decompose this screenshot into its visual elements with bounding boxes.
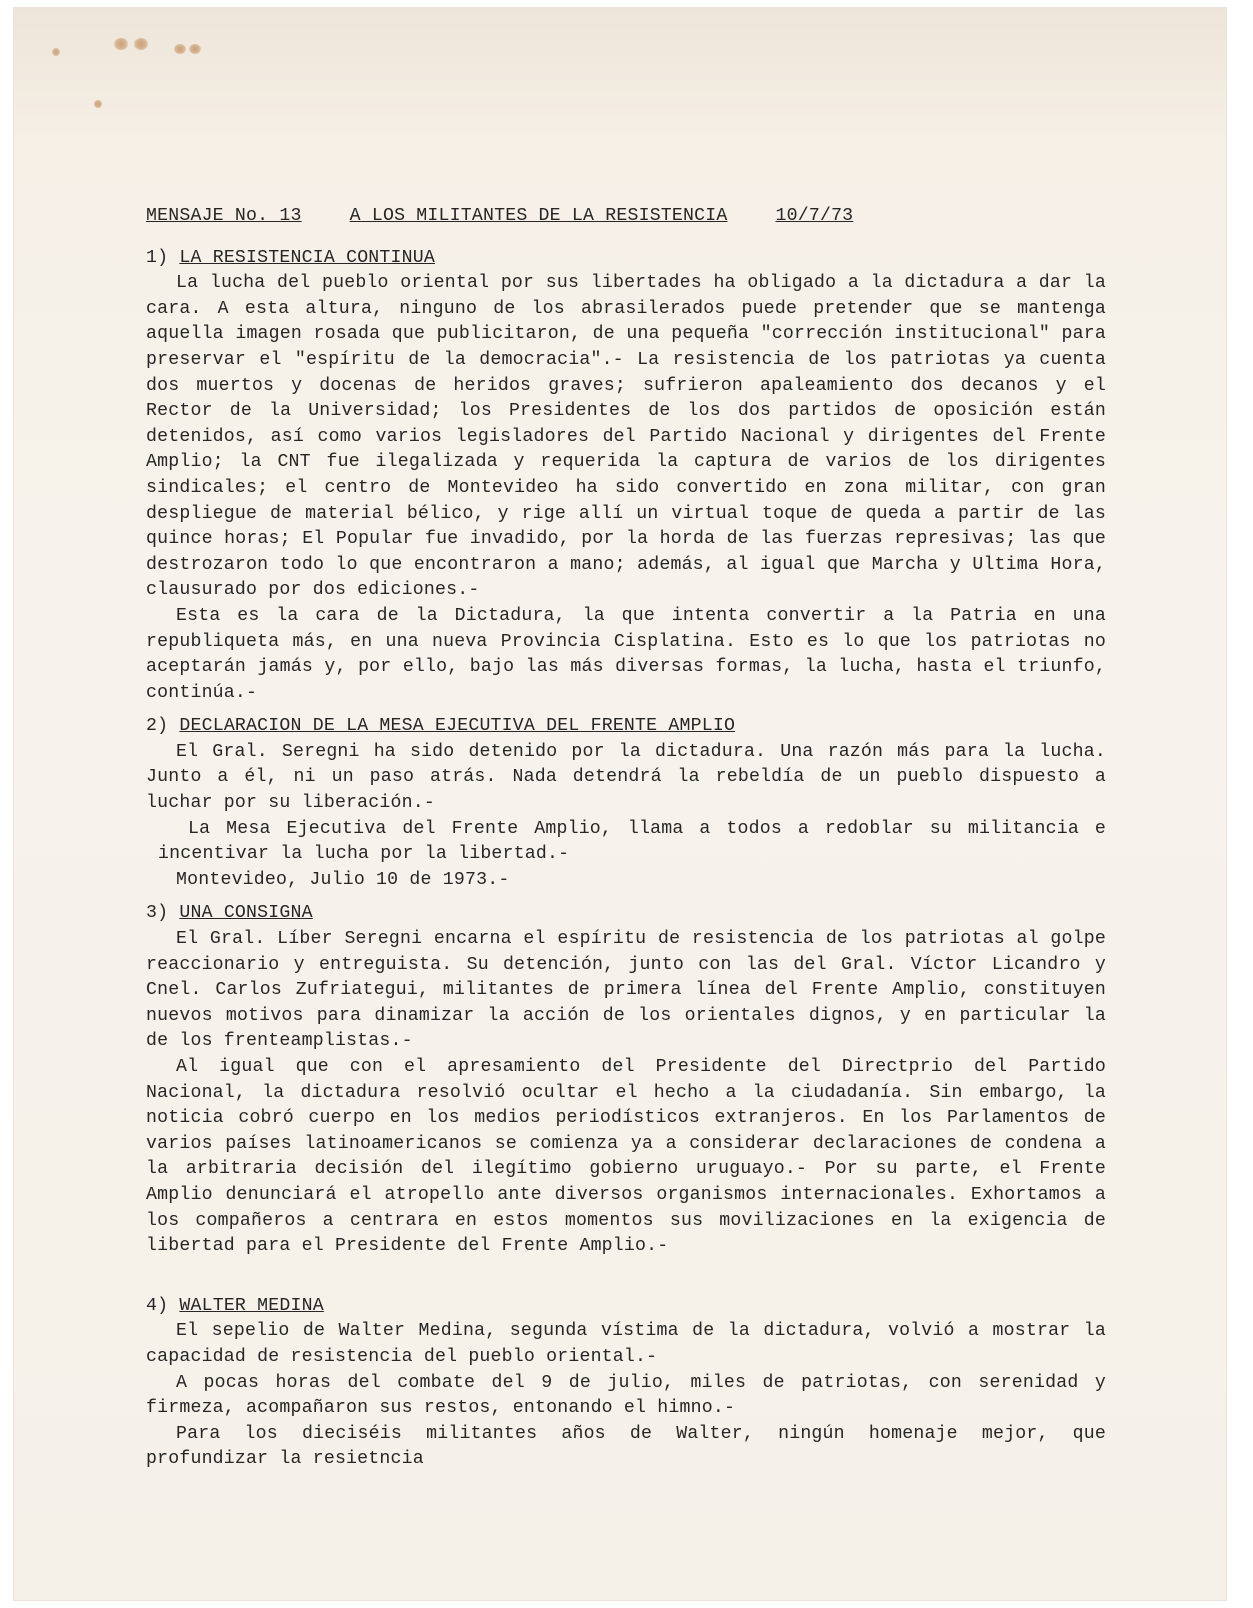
document-title: A LOS MILITANTES DE LA RESISTENCIA: [349, 206, 728, 226]
section-heading: [146, 714, 1106, 740]
rust-stain: [134, 38, 148, 50]
section-heading: [146, 1294, 1106, 1320]
message-number: MENSAJE No. 13: [146, 206, 302, 226]
paragraph-date-line: Montevideo, Julio 10 de 1973.-: [176, 869, 510, 890]
paragraph: La Mesa Ejecutiva del Frente Amplio, llama a todos a redoblar su militancia e incentivar la lucha por la libertad.-: [158, 818, 1106, 865]
section-title: UNA CONSIGNA: [179, 903, 313, 924]
rust-stain: [189, 44, 201, 54]
document-header: [146, 204, 1106, 230]
section-number: 1): [146, 247, 169, 268]
rust-stain: [52, 48, 60, 56]
spacer: [146, 1268, 1106, 1294]
paragraph: El Gral. Seregni ha sido detenido por la dictadura. Una razón más para la lucha. Junto a él, ni un paso atrás. Nada detendrá la rebeldía de un pueblo dispuesto a luchar por su liberación.-: [146, 741, 1106, 814]
document-date: 10/7/73: [775, 206, 854, 226]
section-number: 3): [146, 903, 169, 924]
paragraph: El Gral. Líber Seregni encarna el espíritu de resistencia de los patriotas al golpe reaccionario y entreguista. Su detención, junto con las del Gral. Víctor Licandro y Cnel. Carlos Zufriategui, militantes de primera línea del Frente Amplio, constituyen nuevos motivos para dinamizar la acción de los orientales dignos, y en particular la de los frenteamplistas.-: [146, 929, 1106, 1052]
paragraph: El sepelio de Walter Medina, segunda vístima de la dictadura, volvió a mostrar la capacidad de resistencia del pueblo oriental.-: [146, 1321, 1106, 1367]
paragraph: Para los dieciséis militantes años de Walter, ningún homenaje mejor, que profundizar la resietncia: [146, 1423, 1106, 1470]
section-4: [146, 1294, 1106, 1473]
rust-stain: [114, 38, 128, 50]
section-number: 2): [146, 716, 169, 737]
section-3: [146, 901, 1106, 1259]
section-1: [146, 246, 1106, 707]
paragraph: Esta es la cara de la Dictadura, la que intenta convertir a la Patria en una republiqueta más, en una nueva Provincia Cisplatina. Esto es lo que los patriotas no aceptarán jamás y, por ello, bajo las más diversas formas, la lucha, hasta el triunfo, continúa.-: [146, 605, 1106, 703]
section-2: [146, 714, 1106, 893]
paragraph: A pocas horas del combate del 9 de julio, miles de patriotas, con serenidad y firmeza, acompañaron sus restos, entonando el himno.-: [146, 1372, 1106, 1419]
section-title: WALTER MEDINA: [179, 1295, 324, 1316]
section-title: LA RESISTENCIA CONTINUA: [179, 247, 435, 268]
document-body: [146, 204, 1106, 1481]
rust-stain: [174, 44, 186, 54]
section-number: 4): [146, 1295, 169, 1316]
rust-stain: [94, 100, 102, 108]
paragraph: Al igual que con el apresamiento del Presidente del Directprio del Partido Nacional, la dictadura resolvió ocultar el hecho a la ciudadanía. Sin embargo, la noticia cobró cuerpo en los medios periodísticos extranjeros. En los Parlamentos de varios países latinoamericanos se comienza ya a considerar declaraciones de condena a la arbitraria decisión del ilegítimo gobierno uruguayo.- Por su parte, el Frente Amplio denunciará el atropello ante diversos organismos internacionales. Exhortamos a los compañeros a centrara en estos momentos sus movilizaciones en la exigencia de libertad para el Presidente del Frente Amplio.-: [146, 1057, 1106, 1257]
section-heading: [146, 246, 1106, 272]
paragraph: La lucha del pueblo oriental por sus libertades ha obligado a la dictadura a dar la cara. A esta altura, ninguno de los abrasilerados puede pretender que se mantenga aquella imagen rosada que publicitaron, de una pequeña "corrección institucional" para preservar el "espíritu de la democracia".- La resistencia de los patriotas ya cuenta dos muertos y docenas de heridos graves; sufrieron apaleamiento dos decanos y el Rector de la Universidad; los Presidentes de los dos partidos de oposición están detenidos, así como varios legisladores del Partido Nacional y dirigentes del Frente Amplio; la CNT fue ilegalizada y requerida la captura de varios de los dirigentes sindicales; el centro de Montevideo ha sido convertido en zona militar, con gran despliegue de material bélico, y rige allí un virtual toque de queda a partir de las quince horas; El Popular fue invadido, por la horda de las fuerzas represivas; las que destrozaron todo lo que encontraron a mano; además, al igual que Marcha y Ultima Hora, clausurado por dos ediciones.-: [146, 273, 1106, 601]
section-title: DECLARACION DE LA MESA EJECUTIVA DEL FRENTE AMPLIO: [179, 716, 736, 737]
section-heading: [146, 901, 1106, 927]
